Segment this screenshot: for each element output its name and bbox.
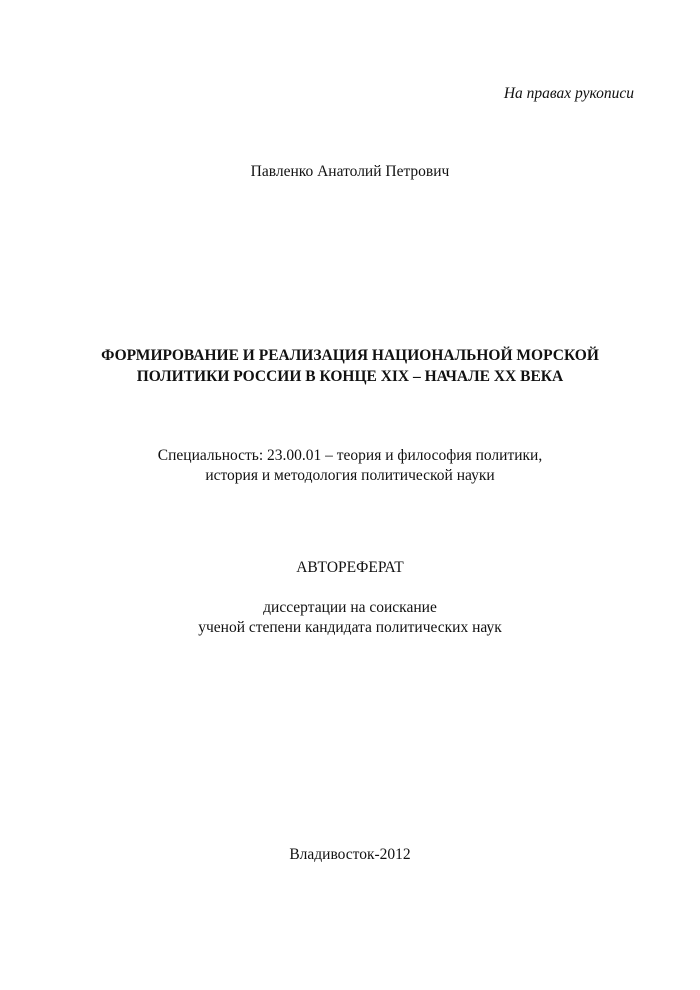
manuscript-rights-note: На правах рукописи	[503, 85, 634, 102]
title-line-2: ПОЛИТИКИ РОССИИ В КОНЦЕ XIX – НАЧАЛЕ XX ВЕКА	[136, 368, 564, 385]
place-year: Владивосток-2012	[289, 846, 411, 863]
degree-line-2: ученой степени кандидата политических наук	[198, 619, 502, 636]
degree-line-1: диссертации на соискание	[263, 599, 437, 616]
author-name: Павленко Анатолий Петрович	[250, 163, 450, 180]
document-type: АВТОРЕФЕРАТ	[296, 559, 404, 576]
specialty-line-1: Специальность: 23.00.01 – теория и философия политики,	[157, 447, 543, 464]
title-line-1: ФОРМИРОВАНИЕ И РЕАЛИЗАЦИЯ НАЦИОНАЛЬНОЙ МОРСКОЙ	[101, 347, 599, 364]
specialty-line-2: история и методология политической науки	[205, 467, 495, 484]
